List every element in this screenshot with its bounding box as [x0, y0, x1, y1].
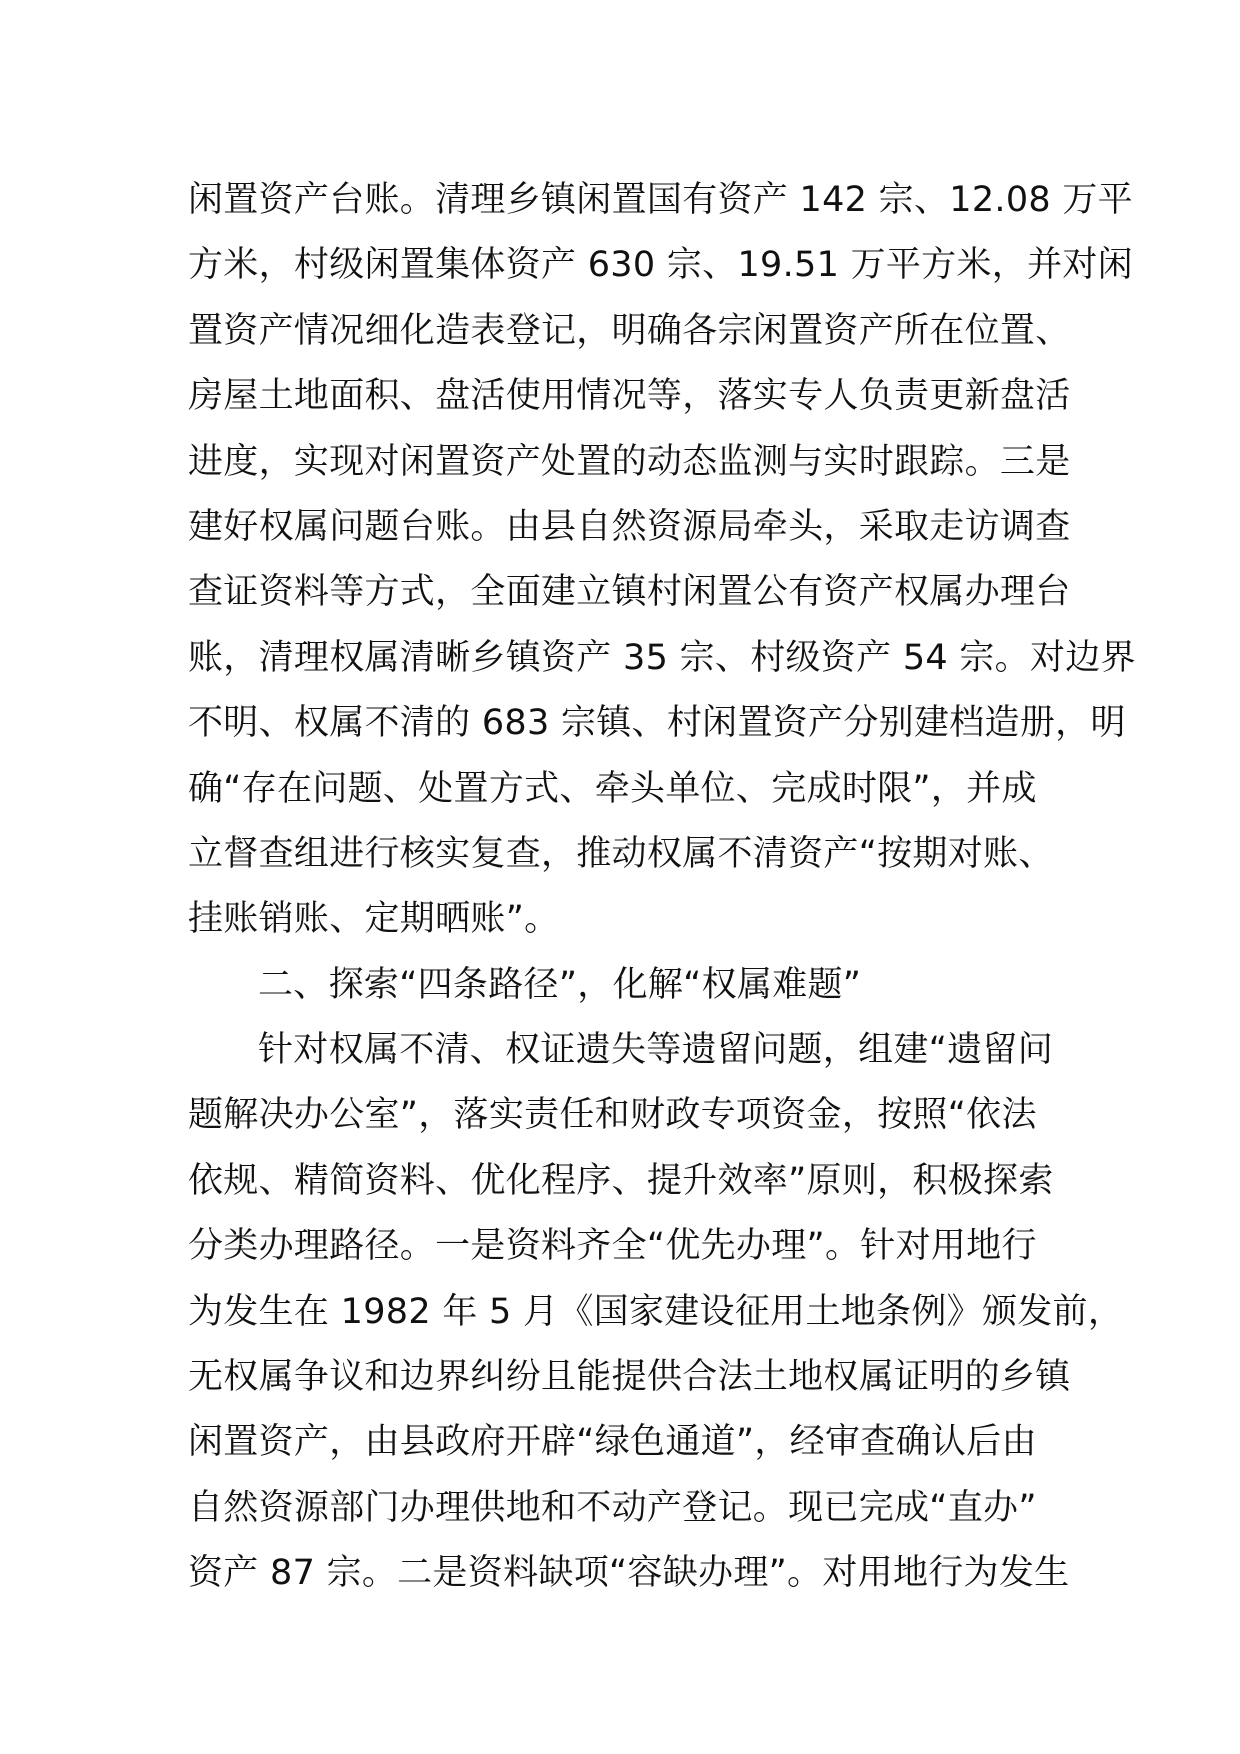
- text-line: 闲置资产台账。清理乡镇闲置国有资产 142 宗、12.08 万平: [188, 180, 1133, 220]
- text-line: 房屋土地面积、盘活使用情况等，落实专人负责更新盘活: [188, 376, 1071, 417]
- section-heading: 二、探索“四条路径”，化解“权属难题”: [258, 964, 862, 1005]
- text-line: 不明、权属不清的 683 宗镇、村闲置资产分别建档造册，明: [188, 703, 1126, 744]
- text-line: 置资产情况细化造表登记，明确各宗闲置资产所在位置、: [188, 310, 1071, 351]
- text-line: 方米，村级闲置集体资产 630 宗、19.51 万平方米，并对闲: [188, 245, 1133, 286]
- text-line: 确“存在问题、处置方式、牵头单位、完成时限”，并成: [188, 768, 1037, 809]
- text-line: 挂账销账、定期晒账”。: [188, 899, 560, 940]
- text-line: 建好权属问题台账。由县自然资源局牵头，采取走访调查: [188, 506, 1071, 547]
- text-line: 分类办理路径。一是资料齐全“优先办理”。针对用地行: [188, 1226, 1037, 1267]
- document-body: [188, 168, 1136, 1607]
- text-line: 依规、精简资料、优化程序、提升效率”原则，积极探索: [188, 1160, 1054, 1201]
- text-line: 资产 87 宗。二是资料缺项“容缺办理”。对用地行为发生: [188, 1553, 1070, 1594]
- text-line: 立督查组进行核实复查，推动权属不清资产“按期对账、: [188, 833, 1054, 874]
- text-line: 无权属争议和边界纠纷且能提供合法土地权属证明的乡镇: [188, 1357, 1071, 1398]
- text-line: 账，清理权属清晰乡镇资产 35 宗、村级资产 54 宗。对边界: [188, 637, 1136, 678]
- text-line: 为发生在 1982 年 5 月《国家建设征用土地条例》颁发前，: [188, 1291, 1124, 1332]
- text-line: 进度，实现对闲置资产处置的动态监测与实时跟踪。三是: [188, 441, 1071, 482]
- text-line: 查证资料等方式，全面建立镇村闲置公有资产权属办理台: [188, 572, 1071, 613]
- text-line: 自然资源部门办理供地和不动产登记。现已完成“直办”: [188, 1487, 1037, 1528]
- paragraph-first-line: 针对权属不清、权证遗失等遗留问题，组建“遗留问: [258, 1030, 1054, 1071]
- text-line: 题解决办公室”，落实责任和财政专项资金，按照“依法: [188, 1095, 1037, 1136]
- text-line: 闲置资产，由县政府开辟“绿色通道”，经审查确认后由: [188, 1422, 1037, 1463]
